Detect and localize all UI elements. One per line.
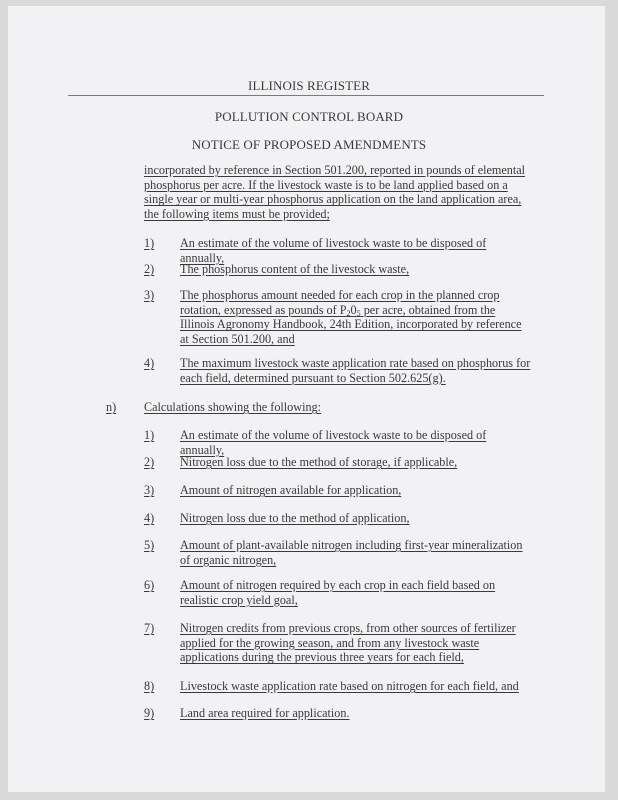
p-item-2-text: The phosphorus content of the livestock waste, bbox=[180, 262, 410, 276]
section-n-label: n) bbox=[106, 400, 117, 414]
register-title: ILLINOIS REGISTER bbox=[248, 78, 370, 93]
p-item-2-number: 2) bbox=[144, 262, 155, 276]
intro-paragraph: incorporated by reference in Section 501.200, reported in pounds of elemental phosphorus per acre. If the livestock waste is to be land applied based on a single year or multi-year phosphorus application on the land application area, the following items must be provided; bbox=[144, 163, 526, 221]
p-item-3-text: The phosphorus amount needed for each crop in the planned crop rotation, expressed as pounds of $P_20_5$ per acre, obtained from the Illinois Agronomy Handbook, 24th Edition, incorporated by reference at Section 501.200, and bbox=[180, 288, 522, 346]
n-item-7-number: 7) bbox=[144, 621, 155, 635]
n-item-6-text: Amount of nitrogen required by each crop in each field based on realistic crop yield goal, bbox=[180, 578, 496, 607]
n-item-4-number: 4) bbox=[144, 511, 155, 525]
p-item-4-number: 4) bbox=[144, 356, 155, 370]
n-item-9-text: Land area required for application. bbox=[180, 706, 350, 720]
p-item-1-number: 1) bbox=[144, 236, 155, 250]
p-item-4-text: The maximum livestock waste application rate based on phosphorus for each field, determined pursuant to Section 502.625(g). bbox=[180, 356, 531, 385]
n-item-2-text: Nitrogen loss due to the method of storage, if applicable, bbox=[180, 455, 458, 469]
header-rule bbox=[68, 95, 544, 96]
n-item-3-number: 3) bbox=[144, 483, 155, 497]
n-item-1-text: An estimate of the volume of livestock waste to be disposed of annually, bbox=[180, 428, 487, 457]
n-item-7-text: Nitrogen credits from previous crops, from other sources of fertilizer applied for the growing season, and from any livestock waste applications during the previous three years for each field, bbox=[180, 621, 516, 665]
n-item-3-text: Amount of nitrogen available for application, bbox=[180, 483, 402, 497]
n-item-2-number: 2) bbox=[144, 455, 155, 469]
notice-title: NOTICE OF PROPOSED AMENDMENTS bbox=[191, 137, 427, 152]
n-item-5-number: 5) bbox=[144, 538, 155, 552]
n-item-9-number: 9) bbox=[144, 706, 155, 720]
section-n-text: Calculations showing the following: bbox=[144, 400, 322, 414]
n-item-8-text: Livestock waste application rate based on nitrogen for each field, and bbox=[180, 679, 519, 693]
p-item-3-number: 3) bbox=[144, 288, 155, 302]
n-item-5-text: Amount of plant-available nitrogen including first-year mineralization of organic nitrogen, bbox=[180, 538, 523, 567]
n-item-4-text: Nitrogen loss due to the method of application, bbox=[180, 511, 410, 525]
p-item-1-text: An estimate of the volume of livestock waste to be disposed of annually, bbox=[180, 236, 487, 265]
n-item-8-number: 8) bbox=[144, 679, 155, 693]
n-item-6-number: 6) bbox=[144, 578, 155, 592]
n-item-1-number: 1) bbox=[144, 428, 155, 442]
board-title: POLLUTION CONTROL BOARD bbox=[214, 109, 404, 124]
